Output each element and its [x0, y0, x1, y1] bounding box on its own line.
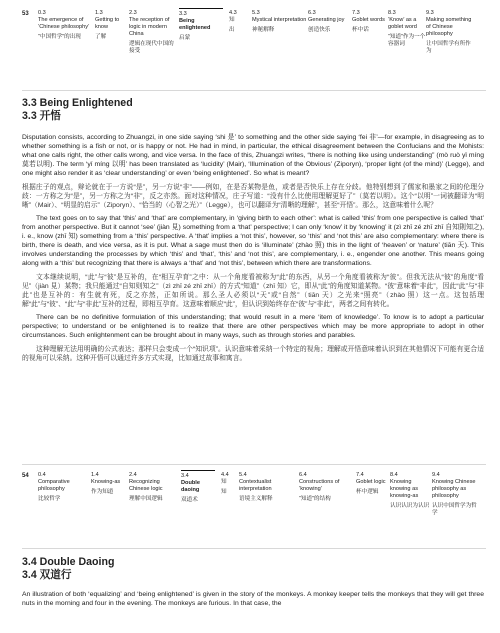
bottom-chapter-nav — [0, 470, 500, 544]
nav-cell-current[interactable] — [179, 8, 223, 42]
nav-cell-title: The emergence of ‘Chinese philosophy’ — [38, 17, 90, 30]
nav-cell-number: 7.4 — [356, 472, 364, 478]
page-number: 54 — [22, 473, 29, 479]
nav-divider — [22, 548, 486, 549]
nav-cell-title: Making something of Chinese philosophy — [426, 17, 472, 37]
nav-cell-title: Constructions of ‘knowing’ — [299, 479, 340, 492]
top-chapter-nav — [0, 8, 500, 86]
nav-cell-number: 3.4 — [181, 473, 189, 479]
nav-cell-title: 知 — [221, 479, 227, 485]
nav-cell-chinese: 比较哲学 — [38, 496, 61, 502]
nav-cell-chinese: 启蒙 — [179, 35, 191, 41]
nav-cell-chinese: 理解中国逻辑 — [129, 496, 163, 502]
nav-cell-title: Goblet words — [352, 17, 385, 23]
section-3-4 — [22, 556, 484, 608]
nav-cell-chinese: 认识中国哲学为哲学 — [432, 503, 477, 516]
nav-cell-title: Contextualist interpretation — [239, 479, 272, 492]
nav-cell-chinese: 作为知道 — [91, 489, 114, 495]
section-heading-zh: 3.4 双道行 — [22, 569, 72, 581]
nav-cell-number: 5.3 — [252, 10, 260, 16]
nav-cell-title: ‘Know’ as a goblet word — [388, 17, 417, 30]
nav-divider — [22, 90, 486, 91]
nav-cell-title: Knowing-as — [91, 479, 121, 485]
nav-cell-chinese: 出 — [229, 27, 235, 33]
nav-cell-number: 9.3 — [426, 10, 434, 16]
nav-cell-number: 8.3 — [388, 10, 396, 16]
nav-cell-title: Recognizing Chinese logic — [129, 479, 163, 492]
nav-cell-number: 4.4 — [221, 472, 229, 478]
paragraph-en: An illustration of both ‘equalizing’ and ‘being enlightened’ is given in the story of the monkeys. A monkey keeper tells the monkeys that they will get three nuts in the morning and four in the evening. The monkeys are furious. In that case, the — [22, 591, 484, 607]
nav-cell[interactable] — [221, 470, 239, 496]
nav-cell[interactable] — [252, 8, 308, 34]
nav-cell[interactable] — [38, 8, 95, 41]
nav-cell-number: 0.3 — [38, 10, 46, 16]
paragraph-en: The text goes on to say that ‘this’ and ‘that’ are complementary, in ‘giving birth to each other’: what is called ‘this’ from one perspective is called ‘that’ from another perspective. But it cannot ‘see’ (jiàn 見) something from a ‘that’ perspective; I can only ‘know’ it by ‘knowing’ it (zì zhī zé zhī zhī 自知則知之), i. e., know (zhī 知) something from a ‘this’ perspective. A ‘that’ implies a ‘not this’, however, so ‘this’ and ‘not this’ are also complementary: where there is birth, there is death, and vice versa, as it is put. What a sage must then do is ‘illuminate’ (zhào 照) this in the light of ‘heaven’ or ‘nature’ (tiān 天). This involves understanding the processes by which ‘this’ and ‘that’, ‘this’ and ‘not this’, are complementary, i. e., engender one another. This means going along with a ‘this’ but recognizing that there is always a ‘that’ and ‘not this’, between which there are transformations. — [22, 215, 484, 267]
nav-cell-chinese: 认识认识为认识 — [390, 503, 430, 509]
section-heading-en: 3.4 Double Daoing — [22, 556, 115, 568]
paragraph-en: There can be no definitive formulation of this understanding; that would result in a mere ‘item of knowledge’. To know is to adopt a particular perspective; to understand or be enlightened is to realize that there are other perspectives which may be more appropriate to adopt in other circumstances. Such enlightenment can be brought about in many ways, such as through stories and parables. — [22, 314, 484, 339]
nav-cell-number: 1.3 — [95, 10, 103, 16]
paragraph-zh: 这种理解无法用明确的公式表达；那样只会变成一个“知识项”。认识意味着采纳一个特定的视角；理解或开悟意味着认识到在其他情况下可能有更合适的视角可以采纳。这种开悟可以通过许多方式实现，比如通过故事和寓言。 — [22, 346, 484, 362]
nav-cell[interactable] — [308, 8, 352, 34]
nav-cell-number: 7.3 — [352, 10, 360, 16]
nav-cell[interactable] — [129, 8, 179, 55]
nav-cell-chinese: 双道术 — [181, 497, 198, 503]
nav-cell-title: Comparative philosophy — [38, 479, 70, 492]
nav-cell-number: 2.4 — [129, 472, 137, 478]
nav-cell-chinese: 了解 — [95, 34, 107, 40]
nav-cell[interactable] — [299, 470, 356, 503]
section-heading-zh: 3.3 开悟 — [22, 110, 61, 122]
nav-cell-chinese: 语境主义解释 — [239, 496, 273, 502]
nav-cell-title: The reception of logic in modern China — [129, 17, 170, 37]
nav-cell-chinese: 神秘解释 — [252, 27, 275, 33]
nav-cell[interactable] — [95, 8, 129, 41]
nav-cell-title: Mystical interpretation — [252, 17, 307, 23]
nav-cell-title: Knowing Chinese philosophy as philosophy — [432, 479, 476, 499]
nav-cell[interactable] — [432, 470, 480, 517]
nav-cell[interactable] — [129, 470, 181, 503]
nav-cell-title: 知 — [229, 17, 235, 23]
nav-cell-title: Being enlightened — [179, 18, 211, 31]
nav-cell[interactable] — [388, 8, 426, 48]
paragraph-zh: 根据庄子的观点，辩论就在于一方说“是”，另一方说“非”——例如，在是否某物是鱼，或者是否快乐上存在分歧。他特别想到了儒家和墨家之间的伦理分歧：一方称之为“是”，另一方称之为“非”，反之亦然。面对这种情况，庄子写道：“没有什么比使用理解更好了”（莫若以明）。这个“以明”一词被翻译为“明晰”（Mair）、“明显的启示”（Ziporyn）、“恰当的（心智之光）”（Legge），也可以翻译为“清晰的理解”，甚至“开悟”。那么，这意味着什么呢？ — [22, 184, 484, 209]
nav-cell[interactable] — [239, 470, 299, 503]
page-number: 53 — [22, 11, 29, 17]
nav-cell-current[interactable] — [181, 470, 215, 504]
nav-cell-number: 0.4 — [38, 472, 46, 478]
nav-cell-number: 6.3 — [308, 10, 316, 16]
section-heading-en: 3.3 Being Enlightened — [22, 97, 133, 109]
nav-cell-chinese: “知道”的结构 — [299, 496, 331, 502]
nav-cell[interactable] — [426, 8, 474, 55]
nav-cell[interactable] — [38, 470, 91, 503]
nav-cell-number: 1.4 — [91, 472, 99, 478]
nav-divider — [22, 464, 486, 465]
nav-cell-chinese: 杯中逻辑 — [356, 489, 379, 495]
nav-cell-number: 8.4 — [390, 472, 398, 478]
nav-cell-chinese: “中国哲学”的出现 — [38, 34, 81, 40]
nav-cell-title: Generating joy — [308, 17, 345, 23]
nav-cell-title: Double daoing — [181, 480, 200, 493]
nav-cell-number: 4.3 — [229, 10, 237, 16]
paragraph-en: Disputation consists, according to Zhuangzi, in one side saying ‘shi 是’ to something and the other side saying ‘fei 非’—for example, in disagreeing as to whether something is a fish or not, or is happy or not. He had in mind, in particular, the ethical disagreement between the Confucians and the Mohists: what one calls right, the other calls wrong, and vice versa. In the face of this, Zhuangzi writes, “there is nothing like using understanding” (mò ruò yǐ míng 莫若以明). The term ‘yǐ míng 以明’ has been translated as ‘lucidity’ (Mair), ‘Illumination of the Obvious’ (Ziporyn), ‘proper light (of the mind)’ (Legge), and one might also render it as ‘clear understanding’ or even ‘being enlightened’. So what is meant? — [22, 134, 484, 177]
nav-cell-number: 2.3 — [129, 10, 137, 16]
nav-cell-title: Goblet logic — [356, 479, 386, 485]
nav-cell-chinese: 逻辑在现代中国的接受 — [129, 41, 174, 54]
nav-cell-chinese: 杯中话 — [352, 27, 369, 33]
nav-cell-title: Getting to know — [95, 17, 120, 30]
nav-cell-chinese: “知道”作为一个容器词 — [388, 34, 426, 47]
nav-cell-number: 9.4 — [432, 472, 440, 478]
nav-cell[interactable] — [356, 470, 390, 496]
nav-cell-chinese: 创造快乐 — [308, 27, 331, 33]
nav-cell-number: 6.4 — [299, 472, 307, 478]
nav-cell-number: 3.3 — [179, 11, 187, 17]
nav-cell[interactable] — [91, 470, 129, 496]
nav-cell[interactable] — [352, 8, 388, 34]
nav-cell[interactable] — [229, 8, 252, 34]
nav-cell-number: 5.4 — [239, 472, 247, 478]
section-3-3 — [22, 97, 484, 363]
nav-cell-chinese: 让中国哲学有所作为 — [426, 41, 471, 54]
nav-cell-chinese: 知 — [221, 489, 227, 495]
nav-cell-title: Knowing knowing as knowing-as — [390, 479, 419, 499]
paragraph-zh: 文本继续说明，“此”与“彼”是互补的，在“相互孕育”之中：从一个角度看被称为“此”的东西，从另一个角度看被称为“彼”。但我无法从“彼”的角度“看见”（jiàn 見）某物；我只能通过“自知则知之”（zì zhī zé zhī zhī）的方式“知道”（zhī 知）它，即从“此”的角度知道某物。“彼”意味着“非此”，因此“此”与“非此”也是互补的：有生就有死，反之亦然，正如所说。那么圣人必须以“天”或“自然”（tiān 天）之光来“照亮”（zhào 照）这一点。这包括理解“此”与“彼”、“此”与“非此”互补的过程，即相互孕育。这意味着顺应“此”，但认识到始终存在“彼”与“非此”，两者之间有转化。 — [22, 274, 484, 308]
nav-cell[interactable] — [390, 470, 432, 510]
